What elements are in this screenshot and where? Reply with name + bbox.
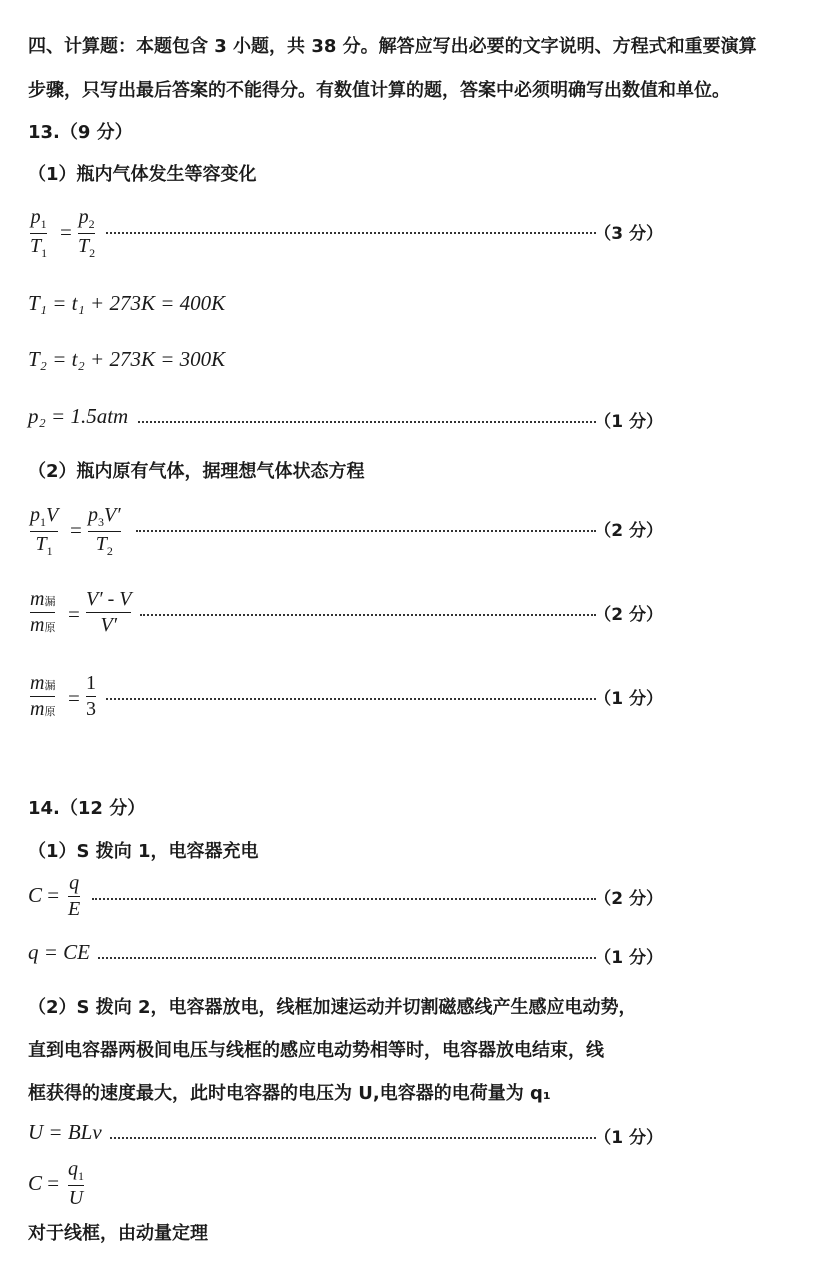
denominator: U xyxy=(68,1186,84,1209)
fraction-p3V-T2 xyxy=(88,504,121,559)
q14-part1-label: （1）S 拨向 1，电容器充电 xyxy=(28,841,259,862)
fraction-p1-T1 xyxy=(30,206,47,261)
numerator: $p_1V$ xyxy=(30,504,59,529)
numerator: m漏 xyxy=(30,588,56,610)
denominator: m原 xyxy=(30,698,56,720)
q13-eq3: T₂ = t₂ + 273K = 300K xyxy=(28,347,226,371)
q14-eq3-score: （1 分） xyxy=(594,1128,663,1148)
leader-dots xyxy=(138,421,596,423)
q14-heading: 14.（12 分） xyxy=(28,798,146,819)
leader-dots xyxy=(136,530,596,532)
numerator: q xyxy=(69,872,80,894)
numerator: $p_2$ xyxy=(78,206,95,231)
fraction-q1-U xyxy=(68,1158,84,1210)
fraction-one-third xyxy=(86,672,96,721)
fraction-p2-T2 xyxy=(78,206,95,261)
leader-dots xyxy=(106,232,596,234)
denominator: $T_1$ xyxy=(35,532,53,558)
numerator: 1 xyxy=(86,672,96,694)
q13-part1-label: （1）瓶内气体发生等容变化 xyxy=(28,164,257,185)
q14-part2-line1: （2）S 拨向 2，电容器放电，线框加速运动并切割磁感线产生感应电动势， xyxy=(28,997,637,1018)
denominator: $T_2$ xyxy=(95,532,113,558)
numerator: V′ - V xyxy=(86,588,132,610)
fraction-q-E xyxy=(68,872,80,921)
denominator: m原 xyxy=(30,614,56,636)
fraction-m-leak-m-orig xyxy=(30,588,55,637)
capacitance-symbol: C = xyxy=(28,883,60,907)
q14-part2-line3: 框获得的速度最大，此时电容器的电压为 U,电容器的电荷量为 q₁ xyxy=(28,1083,551,1104)
section-intro-line1: 四、计算题：本题包含 3 小题，共 38 分。解答应写出必要的文字说明、方程式和重要演算 xyxy=(28,36,757,57)
q13-eq4-score: （1 分） xyxy=(594,412,663,432)
q14-part2-line2: 直到电容器两极间电压与线框的感应电动势相等时，电容器放电结束，线 xyxy=(28,1040,604,1061)
denominator: 3 xyxy=(86,698,96,720)
numerator: $q_1$ xyxy=(68,1158,84,1183)
fraction-p1V-T1 xyxy=(30,504,58,559)
capacitance-symbol: C = xyxy=(28,1171,60,1195)
q13-eq6-score: （2 分） xyxy=(594,605,663,625)
q13-heading: 13.（9 分） xyxy=(28,122,133,143)
q14-eq3: U = BLv xyxy=(28,1120,102,1144)
equals-sign: = xyxy=(68,602,80,626)
q14-eq1-score: （2 分） xyxy=(594,889,663,909)
equals-sign: = xyxy=(68,686,80,710)
denominator: V′ xyxy=(100,614,118,636)
q13-part2-label: （2）瓶内原有气体，据理想气体状态方程 xyxy=(28,461,365,482)
denominator: $T_1$ xyxy=(30,234,48,260)
leader-dots xyxy=(140,614,596,616)
equals-sign: = xyxy=(60,220,72,244)
q13-eq7-score: （1 分） xyxy=(594,689,663,709)
q13-eq5-score: （2 分） xyxy=(594,521,663,541)
numerator: $p_1$ xyxy=(30,206,47,231)
q13-eq1-score: （3 分） xyxy=(594,224,663,244)
fraction-m-leak-m-orig xyxy=(30,672,55,721)
fraction-dV-V xyxy=(86,588,131,637)
section-intro-line2: 步骤，只写出最后答案的不能得分。有数值计算的题，答案中必须明确写出数值和单位。 xyxy=(28,80,730,101)
numerator: m漏 xyxy=(30,672,56,694)
numerator: $p_3V'$ xyxy=(88,504,121,529)
q14-eq2: q = CE xyxy=(28,940,91,964)
q14-eq2-score: （1 分） xyxy=(594,948,663,968)
leader-dots xyxy=(110,1137,596,1139)
leader-dots xyxy=(106,698,596,700)
denominator: E xyxy=(68,898,81,920)
leader-dots xyxy=(92,898,596,900)
q14-closing: 对于线框，由动量定理 xyxy=(28,1223,208,1244)
denominator: $T_2$ xyxy=(78,234,96,260)
q13-eq4: p₂ = 1.5atm xyxy=(28,404,129,428)
q13-eq2: T₁ = t₁ + 273K = 400K xyxy=(28,291,226,315)
equals-sign: = xyxy=(70,518,82,542)
leader-dots xyxy=(98,957,596,959)
